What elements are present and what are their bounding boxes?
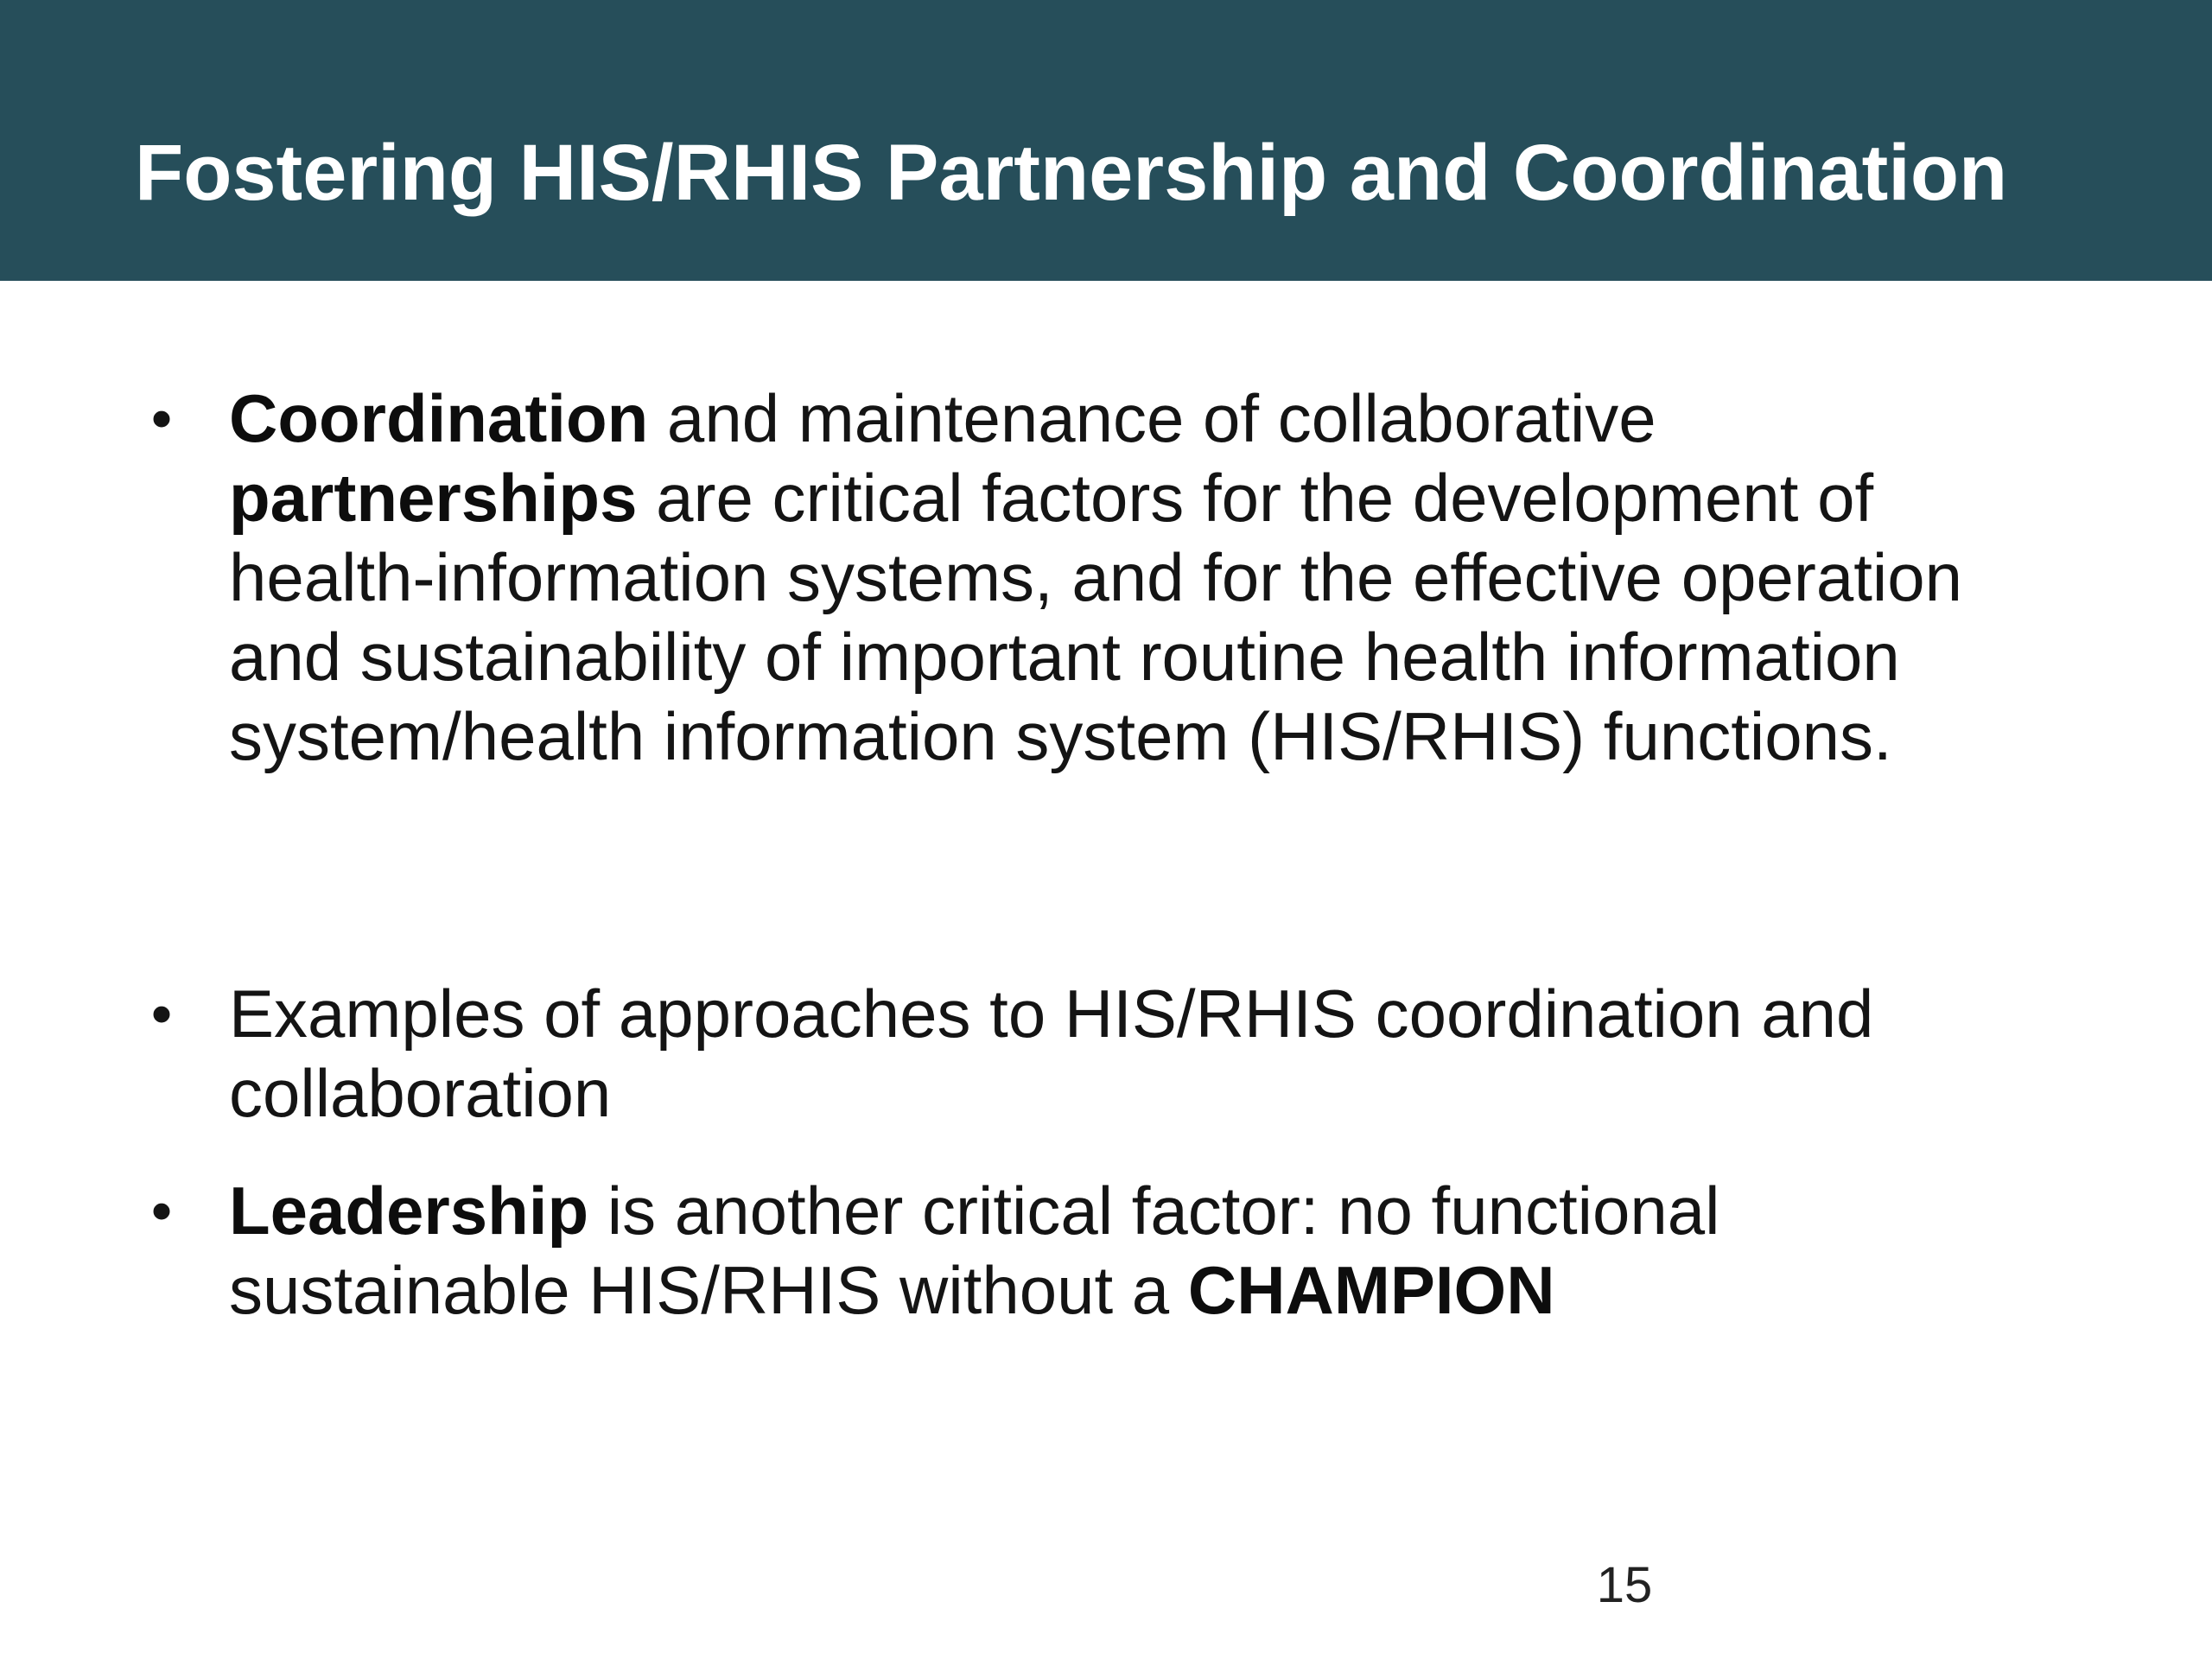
text-run: is another critical factor: no functional sustainable HIS/RHIS without a [229, 1173, 1720, 1328]
bold-term: Leadership [229, 1173, 589, 1249]
page-number: 15 [1596, 1557, 1653, 1613]
bullet-text [229, 976, 1873, 1131]
bold-term: Coordination [229, 380, 649, 456]
bold-term: CHAMPION [1187, 1252, 1555, 1328]
bullet-item-coordination [150, 378, 2044, 776]
bullet-marker: • [150, 980, 173, 1047]
bullet-marker: • [150, 385, 173, 452]
text-run: are critical factors for the development of health-information systems, and for the effective operation and sustainability of important routine health information system/health information system (HIS/RHIS) functions. [229, 460, 1962, 774]
bullet-text [229, 1173, 1719, 1328]
bullet-marker: • [150, 1177, 173, 1244]
title-bar [0, 0, 2212, 281]
bullet-item-leadership [150, 1171, 2044, 1330]
bullet-item-examples [150, 974, 2044, 1133]
bold-term: partnerships [229, 460, 638, 536]
text-run: and maintenance of collaborative [648, 380, 1656, 456]
bullet-text [229, 380, 1962, 774]
slide-title: Fostering HIS/RHIS Partnership and Coordination [135, 129, 2008, 217]
text-run: Examples of approaches to HIS/RHIS coordination and collaboration [229, 976, 1874, 1131]
